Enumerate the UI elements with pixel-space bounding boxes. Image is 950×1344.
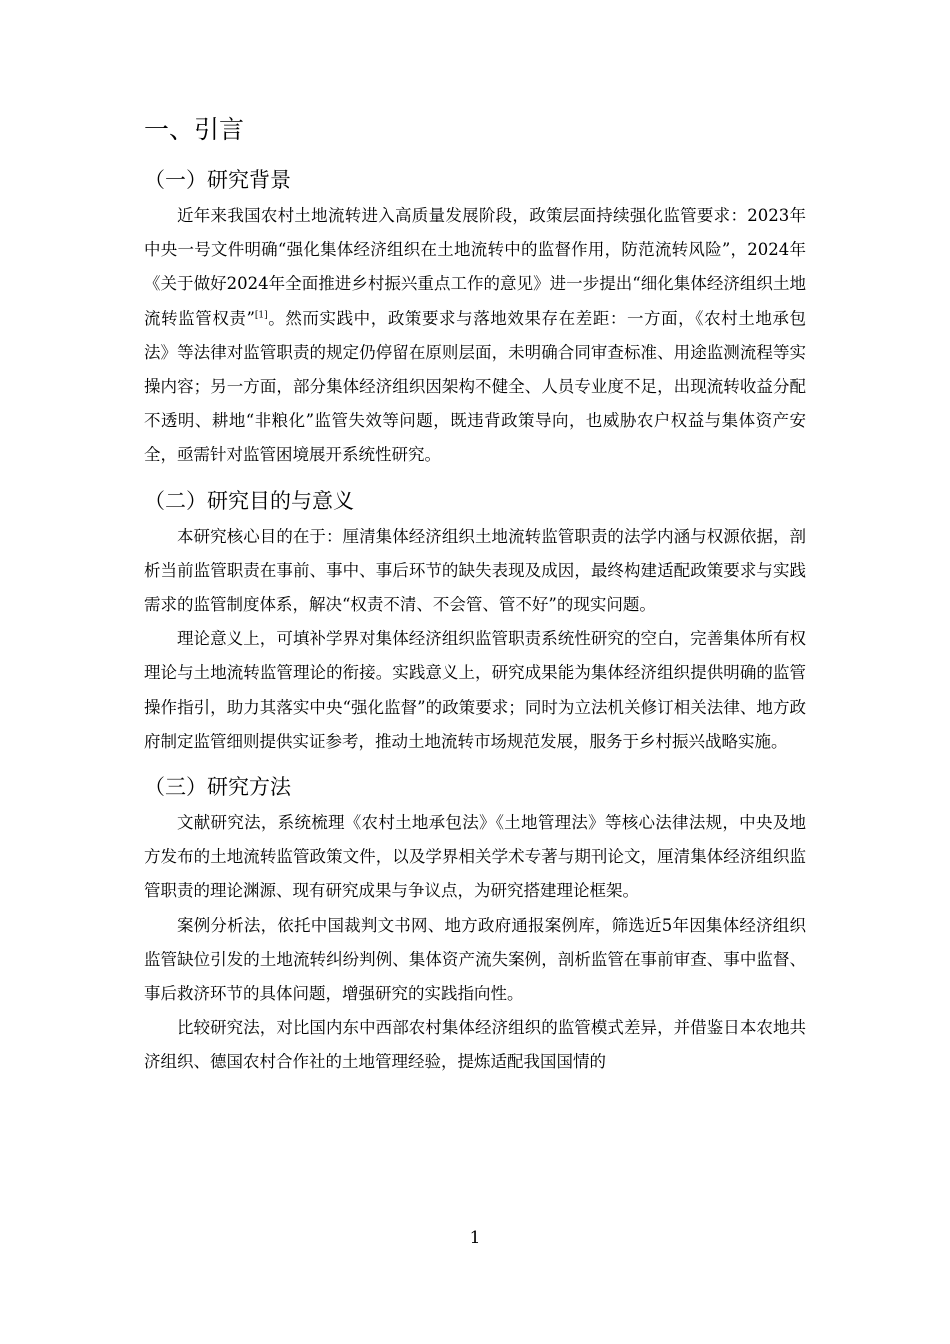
section-title: （一）研究背景 xyxy=(144,168,291,192)
chapter-heading: 一、引言 xyxy=(144,115,245,144)
section-purpose xyxy=(144,485,806,759)
paragraph: 理论意义上，可填补学界对集体经济组织监管职责系统性研究的空白，完善集体所有权理论与土地流转监管理论的衔接。实践意义上，研究成果能为集体经济组织提供明确的监管操作指引，助力其落实中央“强化监督”的政策要求；同时为立法机关修订相关法律、地方政府制定监管细则提供实证参考，推动土地流转市场规范发展，服务于乡村振兴战略实施。 xyxy=(144,629,806,751)
section-methods xyxy=(144,771,806,1080)
paragraph: 案例分析法，依托中国裁判文书网、地方政府通报案例库，筛选近5年因集体经济组织监管缺位引发的土地流转纠纷判例、集体资产流失案例，剖析监管在事前审查、事中监督、事后救济环节的具体问题，增强研究的实践指向性。 xyxy=(144,915,806,1004)
section-title: （三）研究方法 xyxy=(144,775,291,800)
paragraph: 本研究核心目的在于：厘清集体经济组织土地流转监管职责的法学内涵与权源依据，剖析当前监管职责在事前、事中、事后环节的缺失表现及成因，最终构建适配政策要求与实践需求的监管制度体系，解决“权责不清、不会管、管不好”的现实问题。 xyxy=(144,526,806,615)
section-title: （二）研究目的与意义 xyxy=(144,488,354,513)
paragraph-text: 近年来我国农村土地流转进入高质量发展阶段，政策层面持续强化监管要求：2023年中央一号文件明确“强化集体经济组织在土地流转中的监督作用，防范流转风险”，2024年《关于做好2024年全面推进乡村振兴重点工作的意见》进一步提出“细化集体经济组织土地流转监管权责” xyxy=(144,206,806,328)
paragraph xyxy=(144,199,806,473)
paragraph: 文献研究法，系统梳理《农村土地承包法》《土地管理法》等核心法律法规，中央及地方发布的土地流转监管政策文件，以及学界相关学术专著与期刊论文，厘清集体经济组织监管职责的理论渊源、现有研究成果与争议点，为研究搭建理论框架。 xyxy=(144,813,806,901)
paragraph-text: 。然而实践中，政策要求与落地效果存在差距：一方面，《农村土地承包法》等法律对监管职责的规定仍停留在原则层面，未明确合同审查标准、用途监测流程等实操内容；另一方面，部分集体经济组织因架构不健全、人员专业度不足，出现流转收益分配不透明、耕地“非粮化”监管失效等问题，既违背政策导向，也威胁农户权益与集体资产安全，亟需针对监管困境展开系统性研究。 xyxy=(144,308,807,465)
page-number: 1 xyxy=(469,1228,481,1248)
paragraph: 比较研究法，对比国内东中西部农村集体经济组织的监管模式差异，并借鉴日本农地共济组织、德国农村合作社的土地管理经验，提炼适配我国国情的 xyxy=(144,1018,806,1072)
page-content xyxy=(144,112,806,1080)
citation-ref: [1] xyxy=(254,310,268,321)
section-background xyxy=(144,164,806,473)
